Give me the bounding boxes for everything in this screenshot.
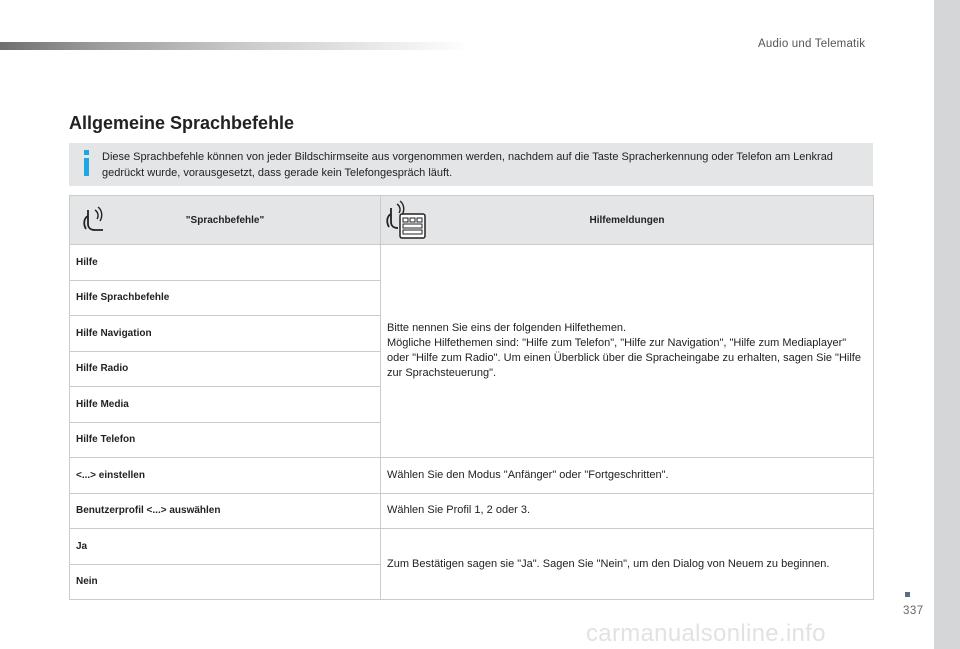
col1-header-label: "Sprachbefehle": [185, 214, 265, 226]
help-response-line2: Mögliche Hilfethemen sind: "Hilfe zum Telefon", "Hilfe zur Navigation", "Hilfe zum Mediaplayer" oder "Hilfe zum Radio". Um einen Überblick über die Spracheingabe zu erhalten, sagen Sie "Hilfe zur Sprachsteuerung".: [387, 337, 861, 379]
help-response-line1: Bitte nennen Sie eins der folgenden Hilfethemen.: [387, 322, 627, 334]
command-cell: Benutzerprofil <...> auswählen: [70, 493, 381, 529]
command-cell: Hilfe Navigation: [70, 316, 381, 352]
table-row: [70, 493, 874, 529]
info-box: [69, 143, 873, 186]
page-marker: [905, 592, 910, 597]
col2-header-label: Hilfemeldungen: [589, 214, 665, 226]
command-cell: Hilfe Media: [70, 387, 381, 423]
response-cell: Zum Bestätigen sagen sie "Ja". Sagen Sie "Nein", um den Dialog von Neuem zu beginnen.: [381, 529, 874, 600]
command-cell: Hilfe Sprachbefehle: [70, 280, 381, 316]
side-strip: [934, 0, 960, 649]
table-row: [70, 529, 874, 565]
info-icon: [81, 150, 91, 180]
col1-header: [70, 196, 381, 245]
watermark: carmanualsonline.info: [586, 620, 826, 647]
section-title: Audio und Telematik: [758, 38, 866, 50]
command-cell: Hilfe Telefon: [70, 422, 381, 458]
table-header-row: [70, 196, 874, 245]
response-cell: Wählen Sie den Modus "Anfänger" oder "Fortgeschritten".: [381, 458, 874, 494]
info-text: Diese Sprachbefehle können von jeder Bildschirmseite aus vorgenommen werden, nachdem auf die Taste Spracherkennung oder Telefon am Lenkrad gedrückt wurde, vorausgesetzt, dass gerade kein Telefongespräch läuft.: [102, 151, 833, 179]
table-row: [70, 245, 874, 281]
col2-header: [381, 196, 874, 245]
response-cell: Wählen Sie Profil 1, 2 oder 3.: [381, 493, 874, 529]
response-cell: [381, 245, 874, 458]
command-cell: Ja: [70, 529, 381, 565]
command-cell: Nein: [70, 564, 381, 600]
header-gradient-bar: [0, 42, 470, 50]
voice-command-icon: [78, 204, 108, 236]
page-title: Allgemeine Sprachbefehle: [69, 113, 295, 133]
command-cell: Hilfe: [70, 245, 381, 281]
page-number: 337: [903, 605, 924, 617]
voice-commands-table: [69, 195, 874, 600]
voice-screen-icon: [385, 200, 427, 240]
table-row: [70, 458, 874, 494]
command-cell: Hilfe Radio: [70, 351, 381, 387]
command-cell: <...> einstellen: [70, 458, 381, 494]
